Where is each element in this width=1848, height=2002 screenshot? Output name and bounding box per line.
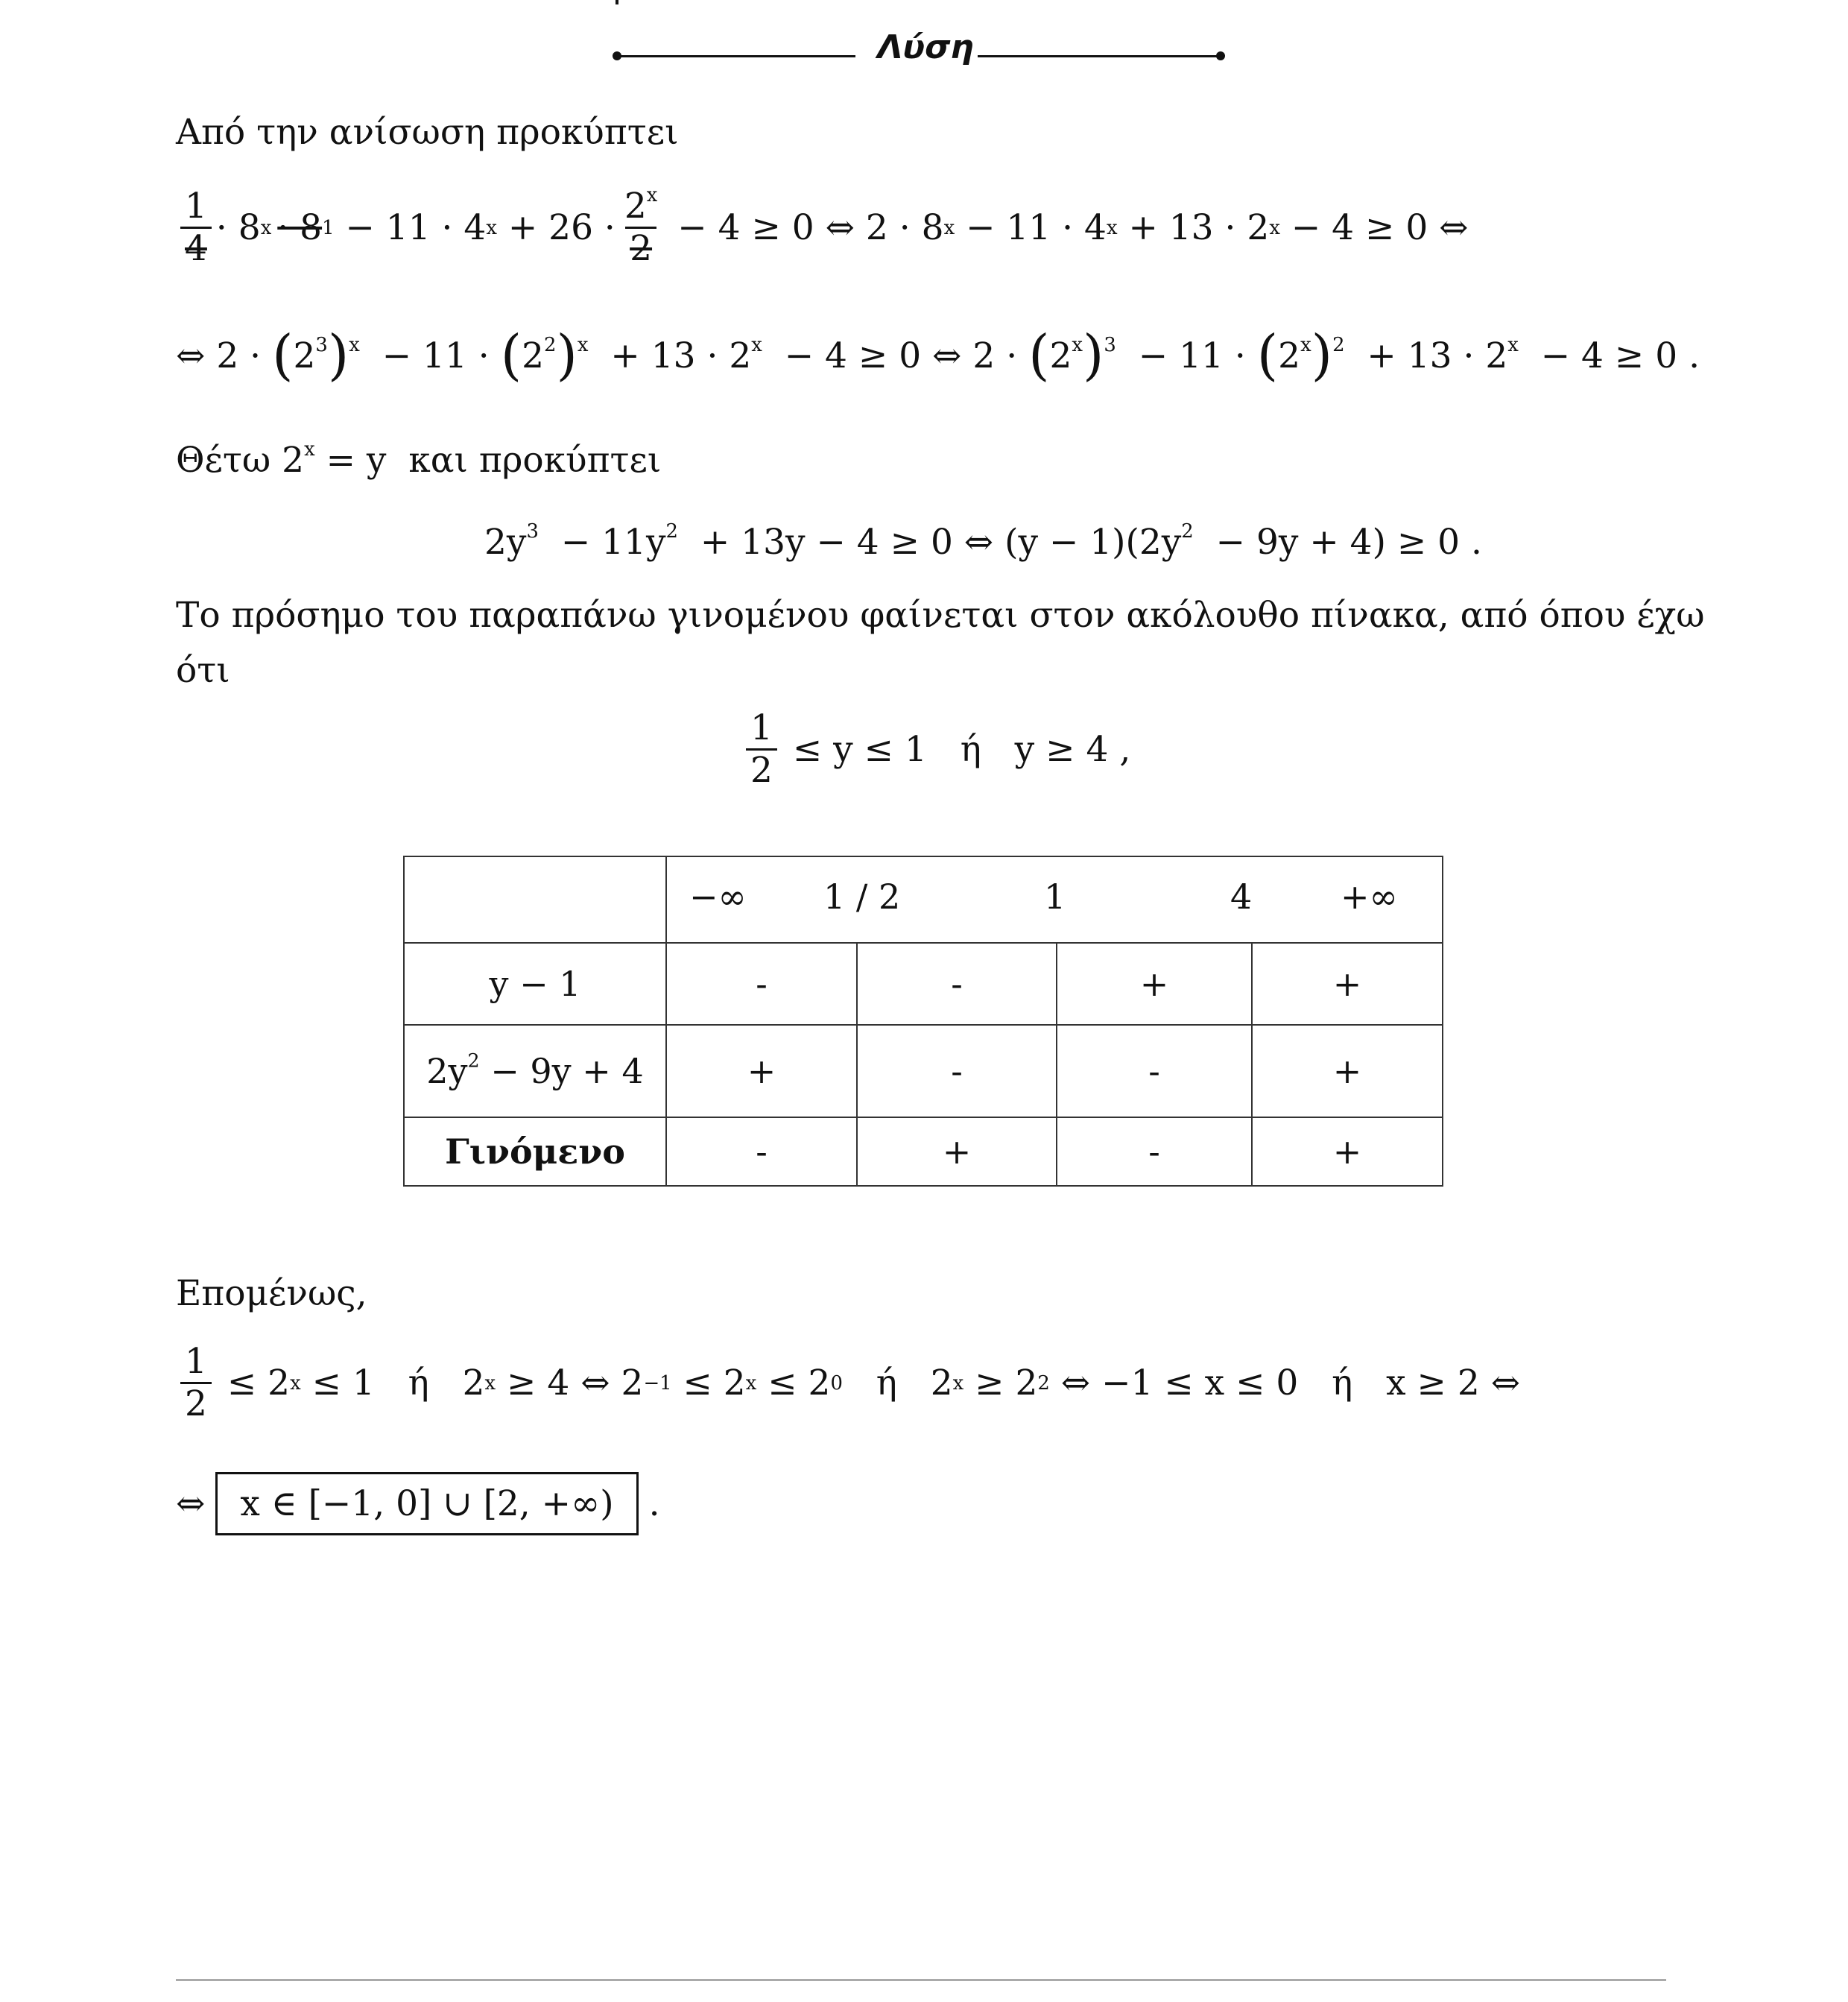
row-label: $2y^2 - 9y + 4$ (404, 1025, 666, 1117)
header-right-dot (1216, 51, 1225, 60)
paragraph-line-1: Το πρόσημο του παραπάνω γινομένου φαίνεται στον ακόλουθο πίνακα, από όπου έχω (176, 595, 1705, 636)
interval-label: 4 (1230, 877, 1253, 917)
sign-table (403, 856, 1443, 1187)
paragraph-line-2: ότι (176, 650, 230, 691)
equation-4: $\frac{1}{2}$ ≤ y ≤ 1 ή y ≥ 4 , (741, 708, 1130, 791)
sign-cell: + (857, 1117, 1057, 1186)
equation-1: $\frac{1}{4}$ · 8 x · 8 1 − 11 · 4 x + 26 · $\frac{2^x}{2}$ − 4 ≥ 0 ⇔ 2 · 8 x − 11 · 4 x + 13 · 2 x − 4 ≥ 0 ⇔ (176, 186, 1469, 269)
equation-3: $2y^3 - 11y^2 + 13y - 4 \ge 0$ ⇔ $(y - 1)(2y^2 - 9y + 4) \ge 0$ . (484, 520, 1482, 563)
page-top-mark (616, 0, 618, 4)
interval-header (666, 856, 1443, 943)
final-answer-box: x ∈ [−1, 0] ∪ [2, +∞) (215, 1472, 638, 1535)
table-header-row (404, 856, 1443, 943)
sign-cell: - (1057, 1117, 1252, 1186)
equation-5: $\frac{1}{2}$ ≤ 2 x ≤ 1 ή 2 x ≥ 4 ⇔ 2 −1 ≤ 2 x ≤ 2 0 ή 2 x ≥ 2 2 ⇔ −1 ≤ x ≤ 0 ή x ≥ 2 ⇔ (176, 1342, 1520, 1424)
equation-6: ⇔ x ∈ [−1, 0] ∪ [2, +∞) . (176, 1472, 660, 1535)
equation-2: ⇔ $2 \cdot (2^3)^x - 11 \cdot (2^2)^x + 13 \cdot 2^x - 4 \ge 0$ ⇔ $2 \cdot (2^x)^3 - 11 \cdot (2^x)^2 + 13 \cdot 2^x - 4 \ge 0$ . (176, 323, 1700, 388)
solution-title: Λύση (877, 28, 974, 66)
sign-cell: - (666, 943, 857, 1025)
solution-header (613, 28, 1238, 80)
footer-rule (176, 1979, 1666, 1981)
sign-cell: - (666, 1117, 857, 1186)
table-row (404, 943, 1443, 1025)
eq5-fraction: $\frac{1}{2}$ (180, 1342, 212, 1424)
sign-cell: - (1057, 1025, 1252, 1117)
interval-label: −∞ (689, 877, 747, 917)
therefore-text: Επομένως, (176, 1273, 367, 1314)
sign-cell: - (857, 943, 1057, 1025)
interval-label: +∞ (1341, 877, 1398, 917)
sign-cell: + (1252, 1025, 1443, 1117)
table-row (404, 1025, 1443, 1117)
sign-cell: + (1252, 1117, 1443, 1186)
row-label: Γινόμενο (404, 1117, 666, 1186)
eq1-fraction-1: $\frac{1}{4}$ (180, 186, 212, 269)
substitution-text: Θέτω $2^x = y$ και προκύπτει (176, 438, 662, 481)
intro-text: Από την ανίσωση προκύπτει (176, 112, 679, 153)
sign-cell: + (666, 1025, 857, 1117)
eq4-fraction: $\frac{1}{2}$ (746, 708, 777, 791)
header-right-rule (978, 55, 1219, 57)
table-row (404, 1117, 1443, 1186)
interval-label: 1 / 2 (823, 877, 901, 917)
eq1-fraction-2: $\frac{2^x}{2}$ (624, 184, 658, 270)
sign-cell: + (1057, 943, 1252, 1025)
sign-cell: + (1252, 943, 1443, 1025)
interval-label: 1 (1044, 877, 1066, 917)
row-label: y − 1 (404, 943, 666, 1025)
sign-cell: - (857, 1025, 1057, 1117)
table-corner-cell (404, 856, 666, 943)
